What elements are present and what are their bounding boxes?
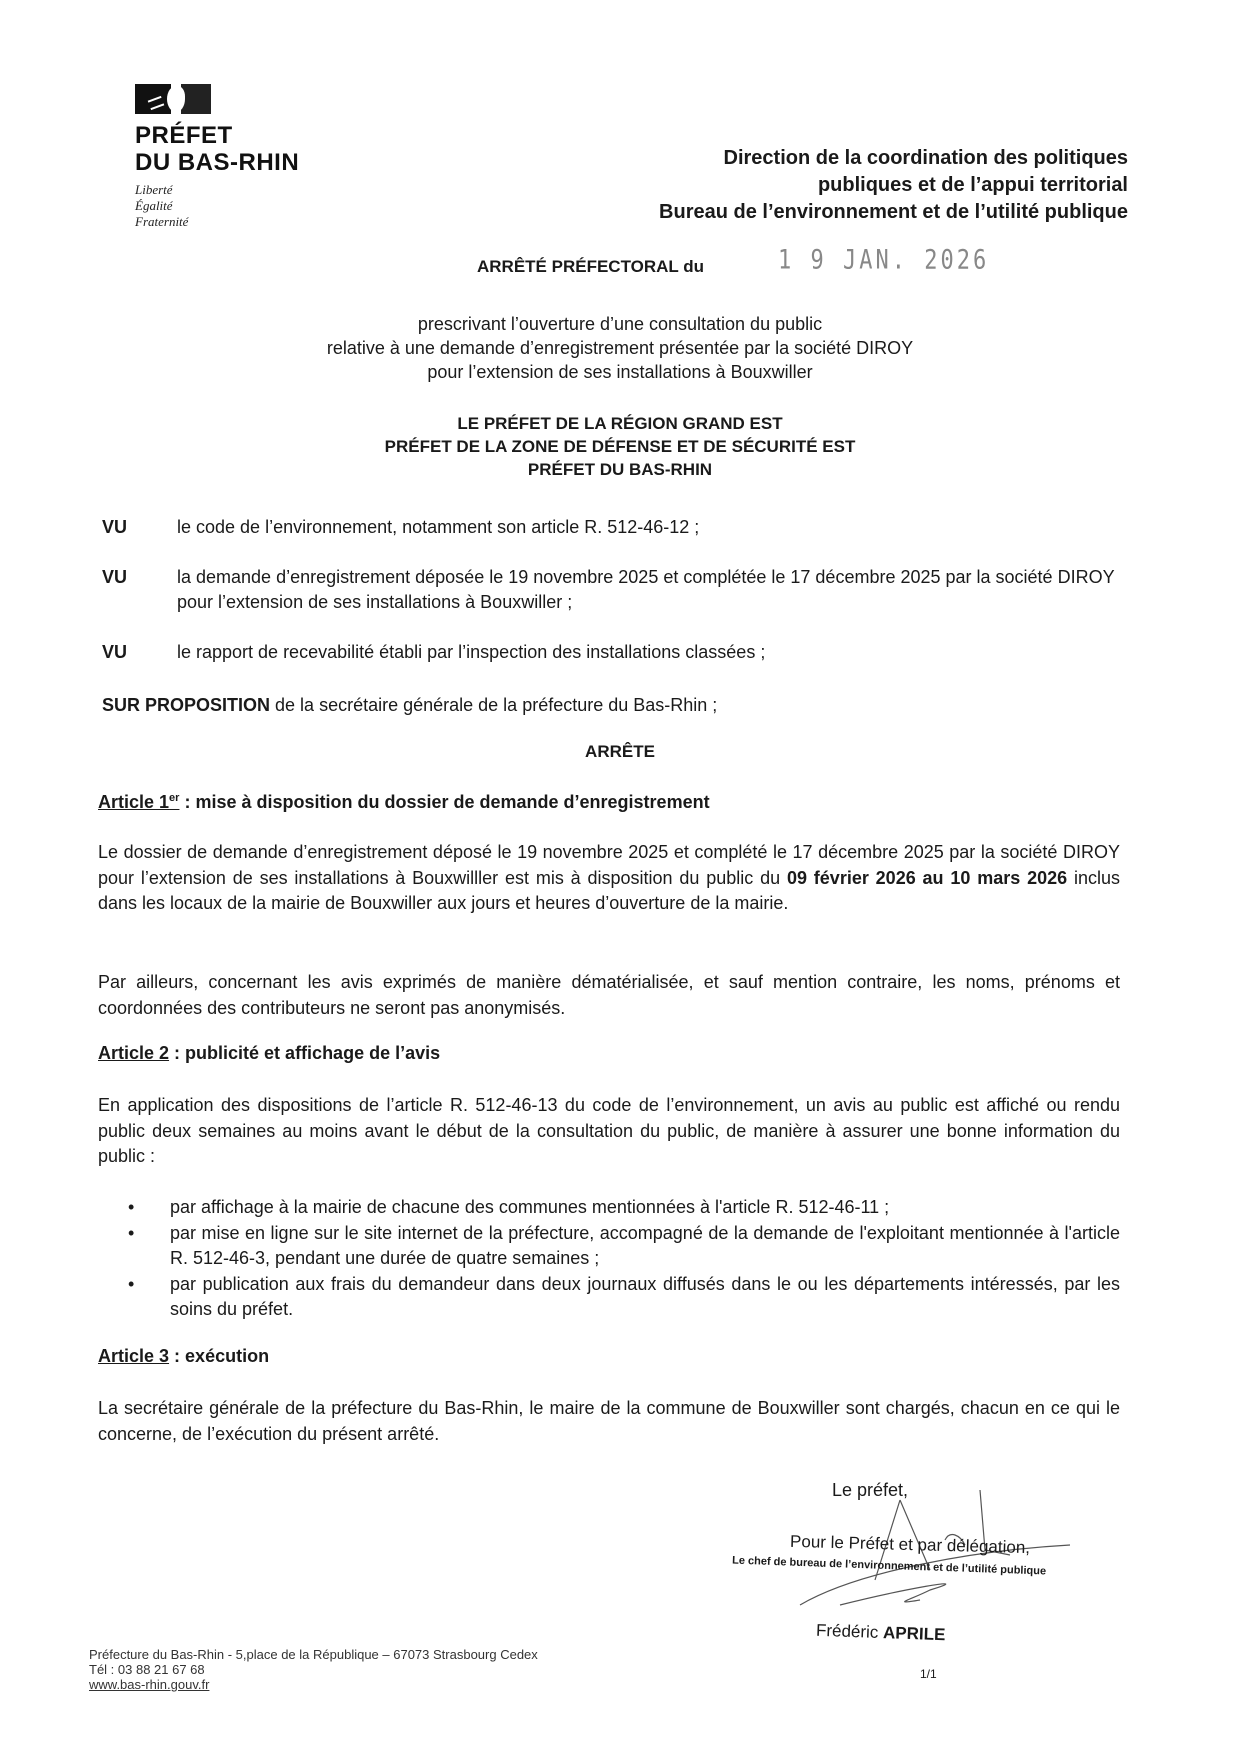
visa-item xyxy=(102,565,1132,615)
article-2-bullet-list xyxy=(128,1195,1120,1323)
list-item: • par publication aux frais du demandeur dans deux journaux diffusés dans le ou les départements intéressés, par les soins du préfet. xyxy=(128,1273,1120,1319)
devise: Liberté Égalité Fraternité xyxy=(135,182,189,229)
logo-title: PRÉFET DU BAS-RHIN xyxy=(135,122,300,176)
arrete-heading: ARRÊTE xyxy=(585,742,655,761)
date-stamp: 1 9 JAN. 2026 xyxy=(778,245,990,276)
signature-title: Le chef de bureau de l’environnement et de l’utilité publique xyxy=(731,1554,1047,1578)
article-3-title: Article 3 : exécution xyxy=(98,1346,270,1366)
visa-label: VU xyxy=(102,642,128,662)
article-1-title: Article 1er : mise à disposition du dossier de demande d’enregistrement xyxy=(98,792,710,812)
bullet-icon: • xyxy=(128,1197,135,1217)
list-item: • par affichage à la mairie de chacune des communes mentionnées à l'article R. 512-46-11 ; xyxy=(128,1195,1120,1221)
arrete-title: ARRÊTÉ PRÉFECTORAL du xyxy=(477,257,704,276)
article-2-paragraph: En application des dispositions de l’article R. 512-46-13 du code de l’environnement, un avis au public est affiché ou rendu public deux semaines au moins avant le début de la consultation du public, de manière à assurer une bonne information du public : xyxy=(98,1095,1120,1166)
footer-phone: Tél : 03 88 21 67 68 xyxy=(89,1662,205,1677)
visa-label: VU xyxy=(102,567,128,587)
direction-header: Direction de la coordination des politiques publiques et de l’appui territorial Bureau de l’environnement et de l’utilité publique xyxy=(659,147,1128,223)
article-3-paragraph: La secrétaire générale de la préfecture du Bas-Rhin, le maire de la commune de Bouxwiller sont chargés, chacun en ce qui le concerne, de l’exécution du présent arrêté. xyxy=(98,1398,1120,1444)
visa-text: le rapport de recevabilité établi par l’inspection des installations classées ; xyxy=(177,642,766,662)
prefet-logo xyxy=(135,84,299,230)
signature-le-prefet: Le préfet, xyxy=(832,1480,909,1500)
bullet-icon: • xyxy=(128,1273,135,1294)
bullet-icon: • xyxy=(128,1222,135,1243)
article-2-title: Article 2 : publicité et affichage de l’avis xyxy=(98,1043,441,1063)
list-item: • par mise en ligne sur le site internet de la préfecture, accompagné de la demande de l'exploitant mentionnée à l'article R. 512-46-3, pendant une durée de quatre semaines ; xyxy=(128,1222,1120,1268)
footer-address: Préfecture du Bas-Rhin - 5,place de la République – 67073 Strasbourg Cedex xyxy=(89,1647,538,1662)
prefet-titles: LE PRÉFET DE LA RÉGION GRAND EST PRÉFET DE LA ZONE DE DÉFENSE ET DE SÉCURITÉ EST PRÉFET DU BAS-RHIN xyxy=(384,414,856,479)
signature-delegation: Pour le Préfet et par délégation, xyxy=(789,1531,1031,1558)
visa-text: la demande d’enregistrement déposée le 19 novembre 2025 et complétée le 17 décembre 2025 par la société DIROY pour l’extension de ses installations à Bouxwiller ; xyxy=(177,567,1115,612)
visa-item xyxy=(102,640,1132,665)
marianne-icon xyxy=(135,84,213,114)
article-1-paragraph-2: Par ailleurs, concernant les avis exprimés de manière dématérialisée, et sauf mention contraire, les noms, prénoms et coordonnées des contributeurs ne seront pas anonymisés. xyxy=(98,972,1120,1018)
visa-item xyxy=(102,515,1132,540)
signatory-name: Frédéric APRILE xyxy=(815,1620,946,1645)
page-number: 1/1 xyxy=(920,1667,937,1681)
proposition: SUR PROPOSITION de la secrétaire générale de la préfecture du Bas-Rhin ; xyxy=(102,695,718,715)
article-1-paragraph: Le dossier de demande d’enregistrement déposé le 19 novembre 2025 et complété le 17 décembre 2025 par la société DIROY pour l’extension de ses installations à Bouxwilller est mis à disposition du public du 09 février 2026 au 10 mars 2026 inclus dans les locaux de la mairie de Bouxwiller aux jours et heures d’ouverture de la mairie. xyxy=(98,842,1120,913)
visa-label: VU xyxy=(102,517,128,537)
footer xyxy=(89,1647,538,1692)
visa-text: le code de l’environnement, notamment son article R. 512-46-12 ; xyxy=(177,517,700,537)
footer-website-link[interactable]: www.bas-rhin.gouv.fr xyxy=(89,1677,210,1692)
arrete-subtitle: prescrivant l’ouverture d’une consultation du public relative à une demande d’enregistrement présentée par la société DIROY pour l’extension de ses installations à Bouxwiller xyxy=(326,314,914,382)
